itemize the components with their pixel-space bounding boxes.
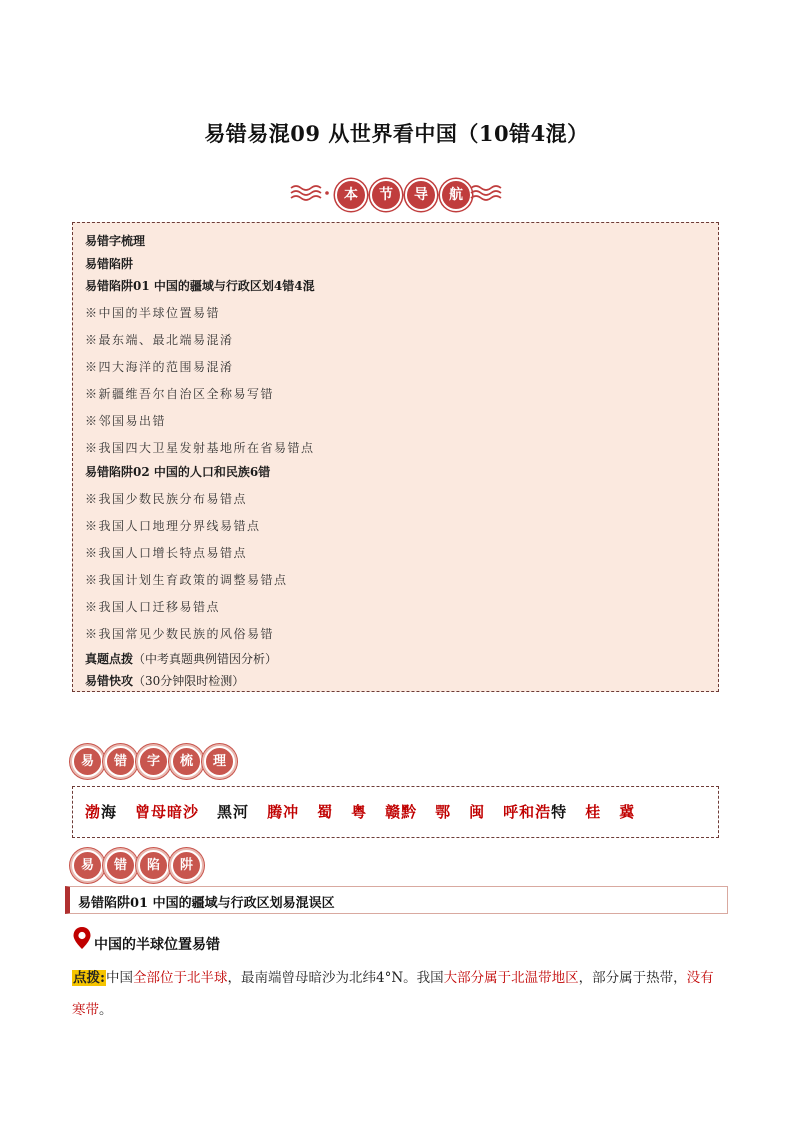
- header-char: 错: [105, 850, 136, 881]
- body-text: ，部分属于热带，: [578, 970, 687, 986]
- confusing-chars-box: [72, 786, 719, 838]
- toc-item-label: 真题点拨: [85, 652, 134, 666]
- body-text: 中国: [105, 970, 133, 986]
- toc-item[interactable]: ※我国四大卫星发射基地所在省易错点: [85, 441, 315, 455]
- tip-label: 点拨:: [73, 970, 105, 986]
- wave-ornament-right-icon: [465, 184, 505, 202]
- header-char: 梳: [171, 746, 202, 777]
- toc-item[interactable]: [85, 650, 277, 667]
- toc-item-note: （30分钟限时检测）: [133, 674, 245, 688]
- confusing-char-group: 赣黔: [385, 803, 418, 821]
- nav-char: 节: [370, 179, 402, 211]
- header-char: 阱: [171, 850, 202, 881]
- toc-item[interactable]: 易错陷阱: [85, 257, 134, 271]
- highlight-text: 全部位于北半球: [132, 970, 228, 986]
- header-char: 错: [105, 746, 136, 777]
- confusing-char-group: 冀: [619, 803, 636, 821]
- toc-item[interactable]: ※新疆维吾尔自治区全称易写错: [85, 387, 275, 401]
- nav-char: 航: [440, 179, 472, 211]
- location-pin-icon: [72, 926, 92, 950]
- body-text: ，最南端曾母暗沙为北纬4°N。我国: [227, 970, 444, 986]
- section-nav-header: [0, 176, 793, 216]
- confusing-char-group: 粤: [351, 803, 368, 821]
- header-char: 字: [138, 746, 169, 777]
- toc-item[interactable]: ※邻国易出错: [85, 414, 167, 428]
- trap-01-title: 易错陷阱01 中国的疆域与行政区划易混误区: [78, 896, 335, 911]
- trap-01-bar: [65, 886, 728, 914]
- table-of-contents: [72, 222, 719, 692]
- header-char: 理: [204, 746, 235, 777]
- page-title: 易错易混09 从世界看中国（10错4混）: [204, 121, 589, 146]
- wave-ornament-left-icon: [289, 184, 329, 202]
- toc-item-label: 易错快攻: [85, 674, 134, 688]
- confusing-char-group: 渤海: [85, 803, 118, 821]
- section-header-chars: [72, 746, 235, 777]
- toc-item[interactable]: ※四大海洋的范围易混淆: [85, 360, 234, 374]
- toc-item[interactable]: ※我国人口迁移易错点: [85, 600, 221, 614]
- highlight-text: 大部分属于北温带地区: [443, 970, 579, 986]
- highlight-text: 没有寒带: [72, 970, 714, 1018]
- confusing-chars-row: [85, 801, 653, 822]
- toc-item[interactable]: ※我国人口地理分界线易错点: [85, 519, 261, 533]
- confusing-char-group: 曾母暗沙: [135, 803, 200, 821]
- nav-title-circles: [335, 179, 472, 211]
- confusing-char-group: 呼和浩特: [503, 803, 568, 821]
- toc-item[interactable]: ※中国的半球位置易错: [85, 306, 221, 320]
- toc-item[interactable]: ※我国计划生育政策的调整易错点: [85, 573, 288, 587]
- nav-char: 导: [405, 179, 437, 211]
- header-char: 易: [72, 746, 103, 777]
- confusing-char-group: 闽: [469, 803, 486, 821]
- toc-item[interactable]: 易错陷阱02 中国的人口和民族6错: [85, 465, 271, 479]
- subsection-title: 中国的半球位置易错: [94, 937, 220, 953]
- confusing-char-group: 蜀: [317, 803, 334, 821]
- header-char: 易: [72, 850, 103, 881]
- tip-body: [72, 970, 714, 1018]
- section-header-traps: [72, 850, 202, 881]
- tip-paragraph: [72, 962, 724, 1026]
- confusing-char-group: 黑河: [217, 803, 250, 821]
- confusing-char-group: 桂: [585, 803, 602, 821]
- toc-item-note: （中考真题典例错因分析）: [133, 652, 278, 666]
- body-text: 。: [99, 1002, 113, 1018]
- toc-item[interactable]: 易错字梳理: [85, 234, 146, 248]
- toc-item[interactable]: ※我国人口增长特点易错点: [85, 546, 248, 560]
- toc-item[interactable]: [85, 672, 244, 689]
- toc-item[interactable]: ※最东端、最北端易混淆: [85, 333, 234, 347]
- confusing-char-group: 鄂: [435, 803, 452, 821]
- nav-char: 本: [335, 179, 367, 211]
- toc-item[interactable]: ※我国少数民族分布易错点: [85, 492, 248, 506]
- toc-item[interactable]: 易错陷阱01 中国的疆域与行政区划4错4混: [85, 279, 315, 293]
- toc-item[interactable]: ※我国常见少数民族的风俗易错: [85, 627, 275, 641]
- header-char: 陷: [138, 850, 169, 881]
- confusing-char-group: 腾冲: [267, 803, 300, 821]
